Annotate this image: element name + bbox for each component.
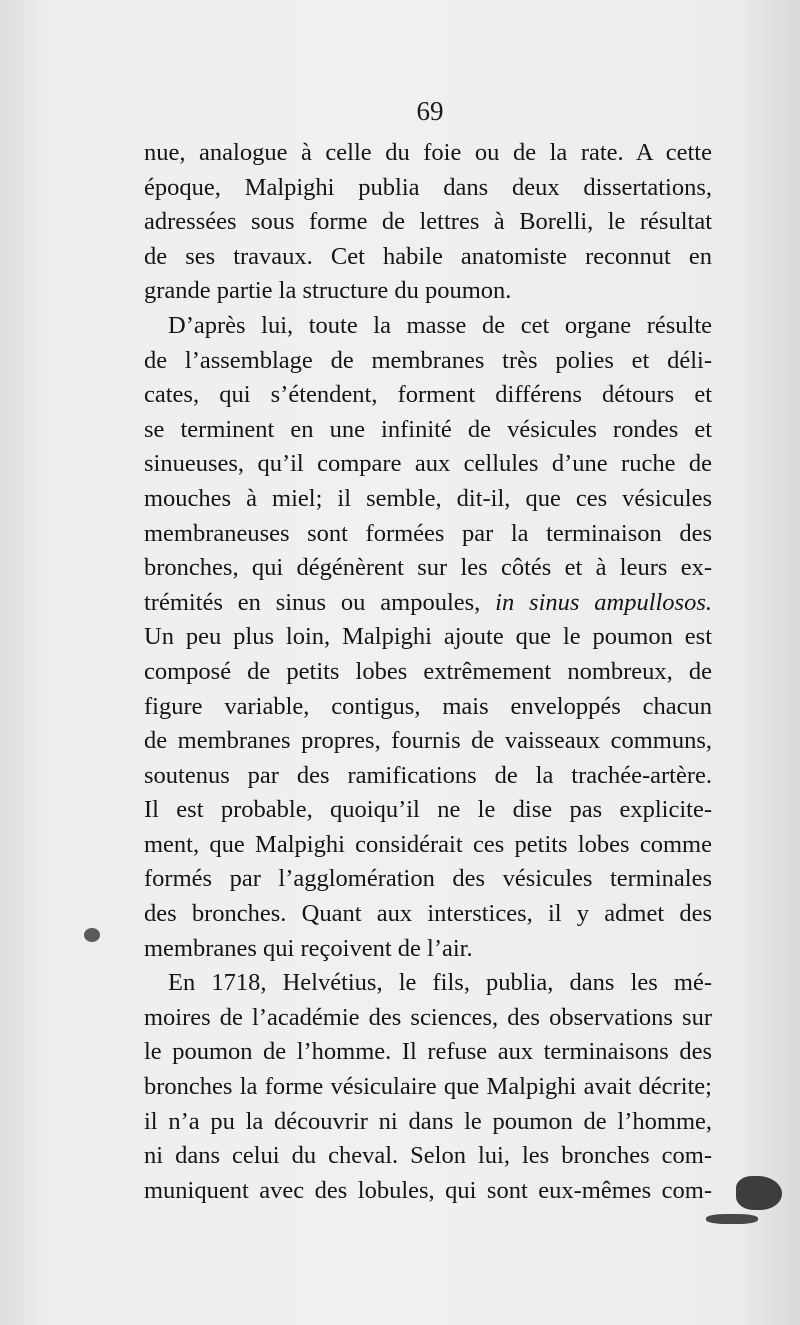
text-line <box>144 655 712 690</box>
text-line <box>144 447 712 482</box>
text-line-content: ni dans celui du cheval. Selon lui, les bronches com- <box>144 1142 712 1170</box>
text-line-content: moires de l’académie des sciences, des observations sur <box>144 1003 712 1031</box>
text-line-content: figure variable, contigus, mais enveloppés chacun <box>144 692 712 720</box>
text-line <box>144 966 712 1001</box>
text-line <box>144 932 712 967</box>
text-line-content: Il est probable, quoiqu’il ne le dise pas explicite- <box>144 796 712 824</box>
text-line <box>144 1035 712 1070</box>
text-line-content: se terminent en une infinité de vésicules rondes et <box>144 415 712 443</box>
text-line <box>144 724 712 759</box>
text-line-content: ment, que Malpighi considérait ces petits lobes comme <box>144 830 712 858</box>
text-line <box>144 620 712 655</box>
text-line <box>144 378 712 413</box>
text-line <box>144 759 712 794</box>
text-line <box>144 413 712 448</box>
text-line-content: trémités en sinus ou ampoules, <box>144 588 496 616</box>
ink-streak-bottom-right <box>706 1214 758 1224</box>
text-line <box>144 136 712 171</box>
text-line <box>144 828 712 863</box>
text-line <box>144 551 712 586</box>
text-line-content: époque, Malpighi publia dans deux dissertations, <box>144 173 712 201</box>
text-line <box>144 1174 712 1209</box>
text-line <box>144 309 712 344</box>
text-line-content: Un peu plus loin, Malpighi ajoute que le poumon est <box>144 623 712 651</box>
text-line <box>144 274 712 309</box>
text-line-content: il n’a pu la découvrir ni dans le poumon de l’homme, <box>144 1107 712 1135</box>
text-line <box>144 205 712 240</box>
text-line-content: mouches à miel; il semble, dit-il, que ces vésicules <box>144 484 712 512</box>
body-text <box>144 136 712 1208</box>
text-line <box>144 1139 712 1174</box>
text-line <box>144 482 712 517</box>
text-line <box>144 517 712 552</box>
text-line <box>144 586 712 621</box>
text-line-content: nue, analogue à celle du foie ou de la rate. A cette <box>144 139 712 166</box>
text-line-content: muniquent avec des lobules, qui sont eux-mêmes com- <box>144 1176 712 1204</box>
ink-blot-bottom-right <box>736 1176 782 1210</box>
text-line-content: le poumon de l’homme. Il refuse aux terminaisons des <box>144 1038 712 1066</box>
text-line-content: adressées sous forme de lettres à Borelli, le résultat <box>144 208 712 236</box>
text-line <box>144 344 712 379</box>
text-line-content: bronches, qui dégénèrent sur les côtés et à leurs ex- <box>144 554 712 582</box>
text-line-content: En 1718, Helvétius, le fils, publia, dans les mé- <box>168 969 712 997</box>
text-line-content: composé de petits lobes extrêmement nombreux, de <box>144 657 712 685</box>
text-line-content: formés par l’agglomération des vésicules terminales <box>144 865 712 893</box>
text-line <box>144 171 712 206</box>
text-line <box>144 690 712 725</box>
text-line-content: sinueuses, qu’il compare aux cellules d’une ruche de <box>144 450 712 478</box>
text-line <box>144 862 712 897</box>
text-line <box>144 793 712 828</box>
text-line-content: membranes qui reçoivent de l’air. <box>144 934 473 962</box>
text-line <box>144 897 712 932</box>
text-line <box>144 1070 712 1105</box>
text-line <box>144 1001 712 1036</box>
text-line-content: membraneuses sont formées par la terminaison des <box>144 519 712 547</box>
text-line-content: bronches la forme vésiculaire que Malpighi avait décrite; <box>144 1073 712 1101</box>
text-line-content: grande partie la structure du poumon. <box>144 277 512 305</box>
ink-blot-left <box>84 928 100 942</box>
page-number: 69 <box>416 96 444 126</box>
text-line-content: soutenus par des ramifications de la trachée-artère. <box>144 761 712 789</box>
text-line-content: de membranes propres, fournis de vaisseaux communs, <box>144 727 712 755</box>
text-line-content: de ses travaux. Cet habile anatomiste reconnut en <box>144 242 712 270</box>
text-line-content: D’après lui, toute la masse de cet organe résulte <box>168 311 712 339</box>
text-line-content: des bronches. Quant aux interstices, il y admet des <box>144 900 712 928</box>
italic-phrase: in sinus ampullosos. <box>495 588 712 616</box>
text-line <box>144 240 712 275</box>
text-line-content: de l’assemblage de membranes très polies et déli- <box>144 346 712 374</box>
text-line-content: cates, qui s’étendent, forment différens détours et <box>144 381 712 409</box>
text-line <box>144 1105 712 1140</box>
